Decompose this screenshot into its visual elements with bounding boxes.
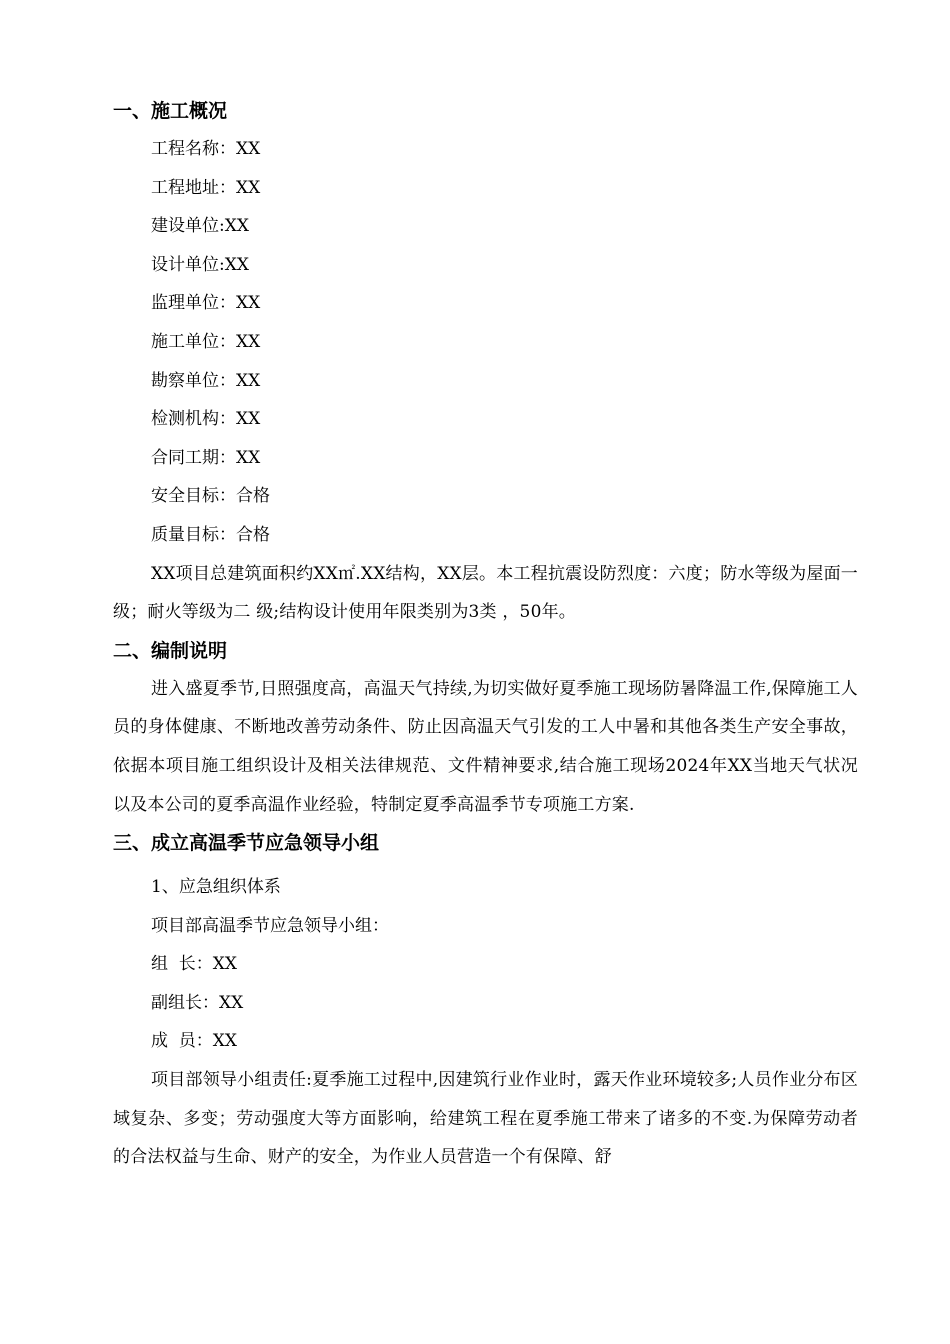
info-supervision-unit: 监理单位：XX: [151, 293, 261, 314]
document-page: [113, 92, 858, 1177]
info-project-address: 工程地址：XX: [151, 177, 261, 198]
info-testing-agency: 检测机构：XX: [151, 409, 261, 430]
member-deputy-leader: 副组长：XX: [151, 992, 244, 1013]
info-survey-unit: 勘察单位：XX: [151, 370, 261, 391]
info-construction-unit: 建设单位:XX: [151, 216, 249, 237]
info-design-unit: 设计单位:XX: [151, 254, 249, 275]
section-heading-overview: 一、施工概况: [113, 100, 228, 122]
overview-paragraph: XX项目总建筑面积约XX㎡.XX结构，XX层。本工程抗震设防烈度：六度；防水等级为屋面一级；耐火等级为二 级;结构设计使用年限类别为3类 ，50年。: [113, 563, 858, 623]
member-leader: 组 长：XX: [151, 954, 238, 975]
info-contractor-unit: 施工单位：XX: [151, 331, 261, 352]
info-quality-target: 质量目标：合格: [151, 524, 270, 545]
member-members: 成 员：XX: [151, 1031, 238, 1052]
group-responsibility-paragraph: 项目部领导小组责任:夏季施工过程中,因建筑行业作业时，露天作业环境较多;人员作业分布区域复杂、多变；劳动强度大等方面影响，给建筑工程在夏季施工带来了诸多的不变.为保障劳动者的合法权益与生命、财产的安全，为作业人员营造一个有保障、舒: [113, 1070, 858, 1168]
section-heading-emergency-group: 三、成立高温季节应急领导小组: [113, 832, 380, 855]
preparation-paragraph: 进入盛夏季节,日照强度高，高温天气持续,为切实做好夏季施工现场防暑降温工作,保障施工人员的身体健康、不断地改善劳动条件、防止因高温天气引发的工人中暑和其他各类生产安全事故，依据本项目施工组织设计及相关法律规范、文件精神要求,结合施工现场2024年XX当地天气状况以及本公司的夏季高温作业经验，特制定夏季高温季节专项施工方案.: [113, 678, 858, 815]
info-contract-period: 合同工期：XX: [151, 447, 261, 468]
info-project-name: 工程名称：XX: [151, 139, 261, 159]
info-safety-target: 安全目标：合格: [151, 486, 270, 507]
section-heading-preparation: 二、编制说明: [113, 639, 228, 662]
group-title: 项目部高温季节应急领导小组：: [151, 915, 389, 936]
sub-heading-emergency-system: 1、应急组织体系: [151, 877, 281, 898]
